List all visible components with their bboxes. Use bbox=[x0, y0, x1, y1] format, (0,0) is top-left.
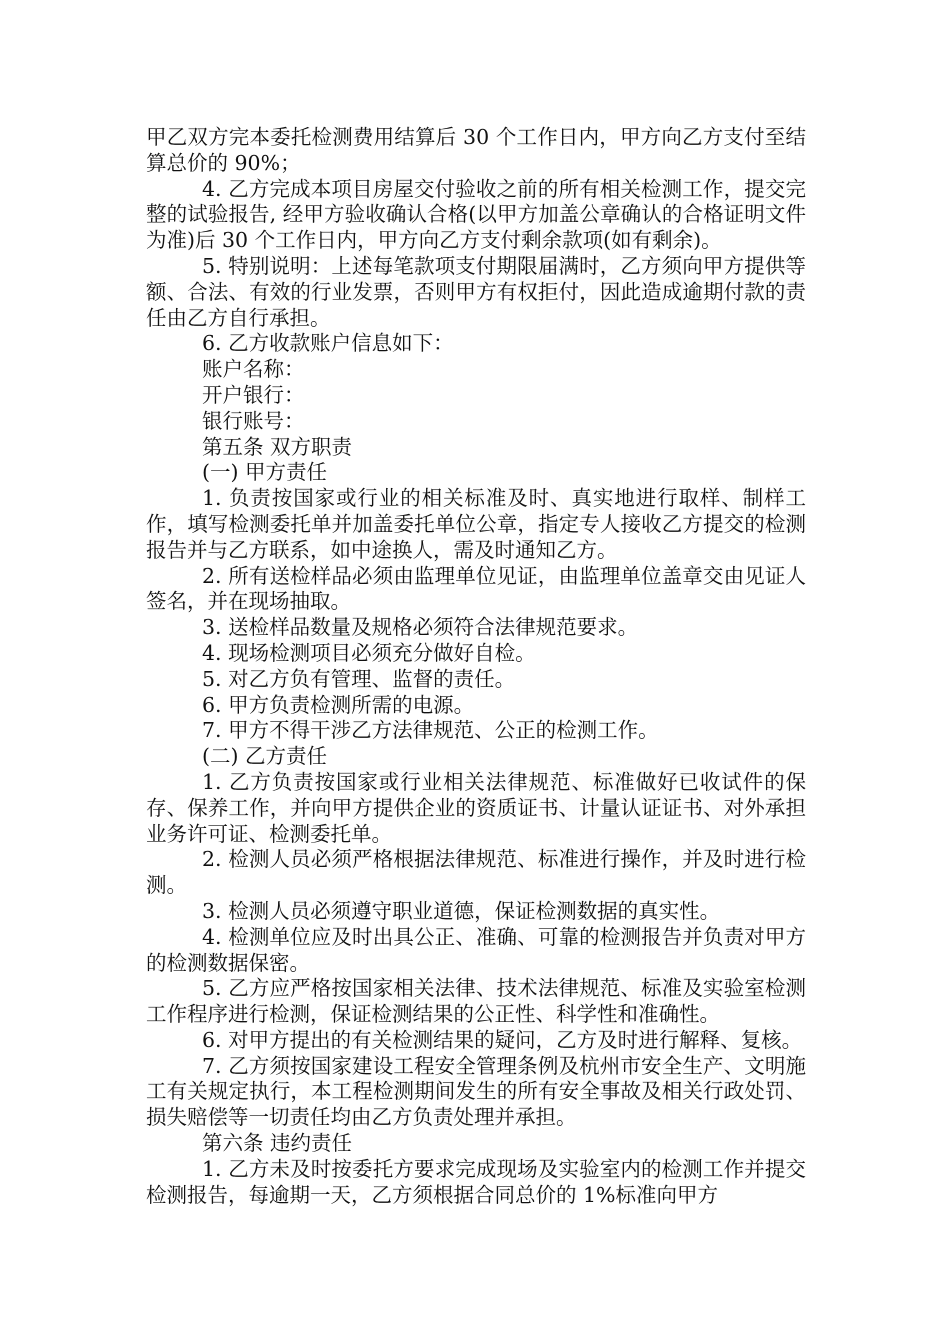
document-page bbox=[146, 125, 806, 1208]
paragraph: 4. 乙方完成本项目房屋交付验收之前的所有相关检测工作，提交完整的试验报告, 经甲方验收确认合格(以甲方加盖公章确认的合格证明文件为准)后 30 个工作日内，甲方向乙方支付剩余款项(如有剩余)。 bbox=[146, 176, 806, 253]
paragraph: 甲乙双方完本委托检测费用结算后 30 个工作日内，甲方向乙方支付至结算总价的 90%； bbox=[146, 125, 806, 175]
paragraph: 5. 特别说明：上述每笔款项支付期限届满时，乙方须向甲方提供等额、合法、有效的行业发票，否则甲方有权拒付，因此造成逾期付款的责任由乙方自行承担。 bbox=[146, 253, 806, 330]
paragraph: 3. 检测人员必须遵守职业道德，保证检测数据的真实性。 bbox=[202, 898, 721, 923]
paragraph: 2. 检测人员必须严格根据法律规范、标准进行操作，并及时进行检测。 bbox=[146, 847, 806, 898]
account-name-label: 账户名称： bbox=[202, 357, 305, 382]
paragraph: 1. 负责按国家或行业的相关标准及时、真实地进行取样、制样工作，填写检测委托单并加盖委托单位公章，指定专人接收乙方提交的检测报告并与乙方联系，如中途换人，需及时通知乙方。 bbox=[146, 486, 806, 562]
section-heading: 第六条 违约责任 bbox=[202, 1131, 353, 1156]
paragraph: 2. 所有送检样品必须由监理单位见证，由监理单位盖章交由见证人签名，并在现场抽取。 bbox=[146, 563, 806, 614]
paragraph: 6. 乙方收款账户信息如下： bbox=[202, 331, 454, 356]
paragraph: 4. 现场检测项目必须充分做好自检。 bbox=[202, 640, 536, 665]
section-heading: 第五条 双方职责 bbox=[202, 434, 353, 459]
paragraph: 7. 乙方须按国家建设工程安全管理条例及杭州市安全生产、文明施工有关规定执行，本工程检测期间发生的所有安全事故及相关行政处罚、损失赔偿等一切责任均由乙方负责处理并承担。 bbox=[146, 1053, 806, 1130]
paragraph: 1. 乙方未及时按委托方要求完成现场及实验室内的检测工作并提交检测报告，每逾期一天，乙方须根据合同总价的 1%标准向甲方 bbox=[146, 1156, 806, 1207]
paragraph: 5. 对乙方负有管理、监督的责任。 bbox=[202, 666, 516, 691]
paragraph: 3. 送检样品数量及规格必须符合法律规范要求。 bbox=[202, 615, 639, 640]
paragraph: 5. 乙方应严格按国家相关法律、技术法律规范、标准及实验室检测工作程序进行检测，保证检测结果的公正性、科学性和准确性。 bbox=[146, 976, 806, 1027]
paragraph: 1. 乙方负责按国家或行业相关法律规范、标准做好已收试件的保存、保养工作，并向甲方提供企业的资质证书、计量认证证书、对外承担业务许可证、检测委托单。 bbox=[146, 769, 806, 846]
paragraph: 6. 对甲方提出的有关检测结果的疑问，乙方及时进行解释、复核。 bbox=[202, 1027, 803, 1052]
paragraph: 6. 甲方负责检测所需的电源。 bbox=[202, 692, 475, 717]
subsection-heading: (一) 甲方责任 bbox=[202, 460, 328, 485]
bank-name-label: 开户银行： bbox=[202, 382, 305, 407]
subsection-heading: (二) 乙方责任 bbox=[202, 744, 328, 769]
account-number-label: 银行账号： bbox=[202, 408, 305, 433]
paragraph: 7. 甲方不得干涉乙方法律规范、公正的检测工作。 bbox=[202, 718, 659, 743]
paragraph: 4. 检测单位应及时出具公正、准确、可靠的检测报告并负责对甲方的检测数据保密。 bbox=[146, 924, 806, 975]
